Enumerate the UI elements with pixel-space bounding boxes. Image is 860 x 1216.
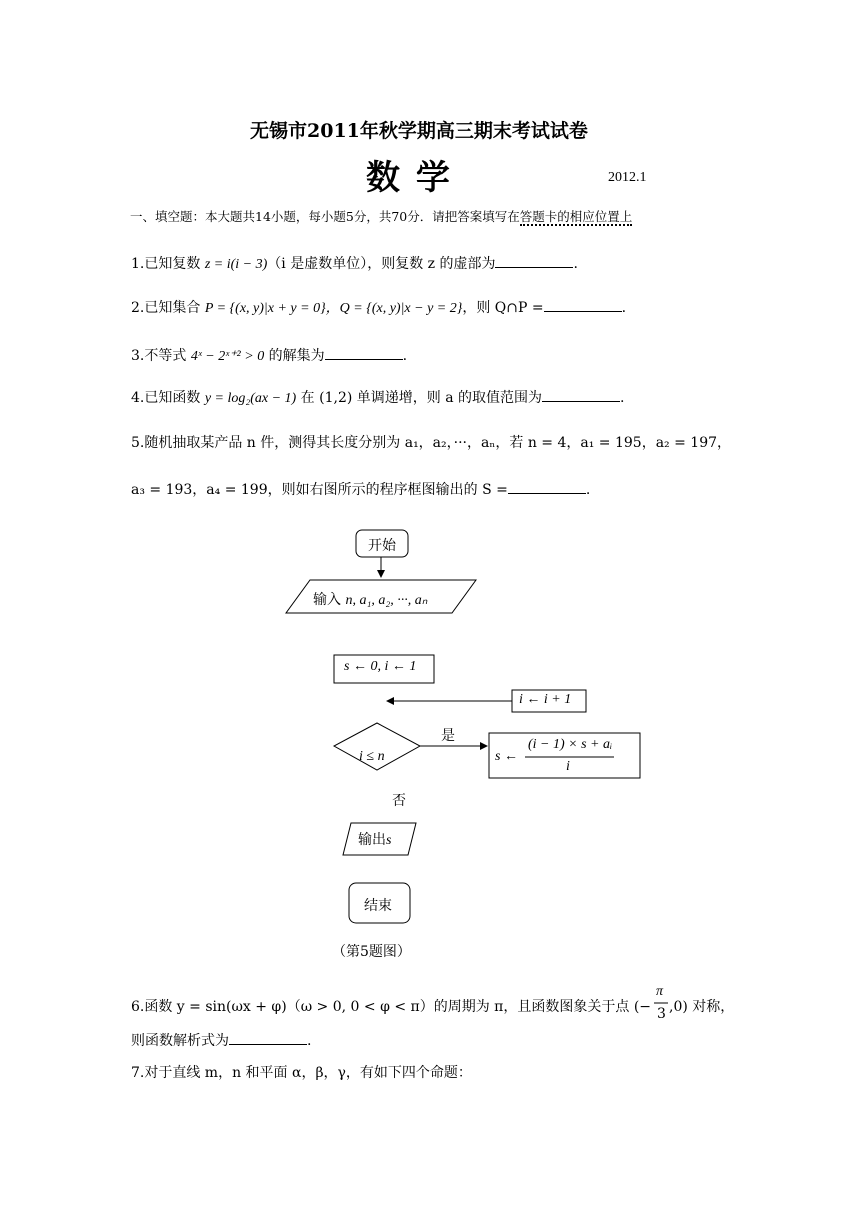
question-6-line-1 [131,996,734,1016]
instructions-emphasis: 答题卡的相应位置上 [519,209,633,224]
flow-init-label: s ← 0, i ← 1 [344,659,417,674]
q4-formula: y = log₂(ax − 1) [204,391,297,406]
question-6-line-2 [131,1030,311,1050]
q6-line1-b: ,0) 对称， [669,999,735,1015]
flow-assign-denominator: i [566,759,570,774]
flow-assign-lhs: s ← [495,749,518,764]
flow-output-label [358,829,391,849]
flow-input-vars: n, a₁, a₂, ···, aₙ [345,593,428,608]
flow-arrowhead-increment-back [386,697,394,705]
q5-end: . [585,482,591,498]
exam-title: 无锡市2011年秋学期高三期末考试试卷 [250,120,588,142]
flow-no-label: 否 [392,793,406,809]
flow-increment-label: i ← i + 1 [519,692,572,707]
instructions-main: 一、填空题：本大题共14小题，每小题5分，共70分．请把答案填写在 [130,209,520,224]
q6-frac-numerator: π [656,984,664,999]
q5-line2: a₃ = 193，a₄ = 199，则如右图所示的程序框图输出的 S = [131,482,508,498]
flow-start-label: 开始 [368,538,396,554]
question-7: 7.对于直线 m，n 和平面 α，β，γ，有如下四个命题： [131,1065,472,1081]
q2-pre: 2.已知集合 [131,300,205,316]
q1-formula: z = i(i − 3) [204,257,268,272]
q6-end: . [307,1033,312,1049]
q3-post: 的解集为 [264,348,325,364]
flow-end-label: 结束 [364,898,392,914]
subject-title: 数 学 [366,158,452,198]
q6-line1-a: 6.函数 y = sin(ωx + φ)（ω > 0, 0 < φ < π）的周期为 π，且函数图象关于点 (− [131,999,652,1015]
q3-pre: 3.不等式 [131,348,191,364]
flow-assign-numerator: (i − 1) × s + aᵢ [528,737,613,752]
q1-post: （i 是虚数单位），则复数 z 的虚部为 [267,256,496,272]
q6-answer-blank [229,1030,307,1045]
exam-date: 2012.1 [608,170,647,185]
flow-condition-label: i ≤ n [359,749,385,764]
q3-end: . [402,348,408,364]
q1-pre: 1.已知复数 [131,256,205,272]
q1-end: . [573,256,578,272]
q4-pre: 4.已知函数 [131,390,205,406]
flow-yes-label: 是 [441,728,455,744]
flow-input-prefix: 输入 [313,592,341,608]
question-5-line-1: 5.随机抽取某产品 n 件，测得其长度分别为 a₁，a₂，···，aₙ，若 n = 4，a₁ = 195，a₂ = 197， [131,435,732,451]
flow-arrowhead-start-input [377,570,385,578]
flow-input-label [313,589,427,609]
q2-post: ，则 Q∩P = [462,300,544,316]
flow-output-prefix: 输出 [358,832,386,848]
q3-formula: 4ˣ − 2ˣ⁺² > 0 [190,349,265,364]
q4-end: . [620,390,625,406]
q4-post: 在 (1,2) 单调递增，则 a 的取值范围为 [296,390,543,406]
flowchart-caption: （第5题图） [332,944,411,960]
q6-frac-denominator: 3 [657,1006,666,1022]
flow-arrowhead-yes [480,742,488,750]
q2-end: . [621,300,627,316]
q6-line2: 则函数解析式为 [131,1033,229,1049]
flow-output-var: s [386,833,392,848]
q2-formula: P = {(x, y)|x + y = 0}，Q = {(x, y)|x − y = 2} [204,301,463,316]
